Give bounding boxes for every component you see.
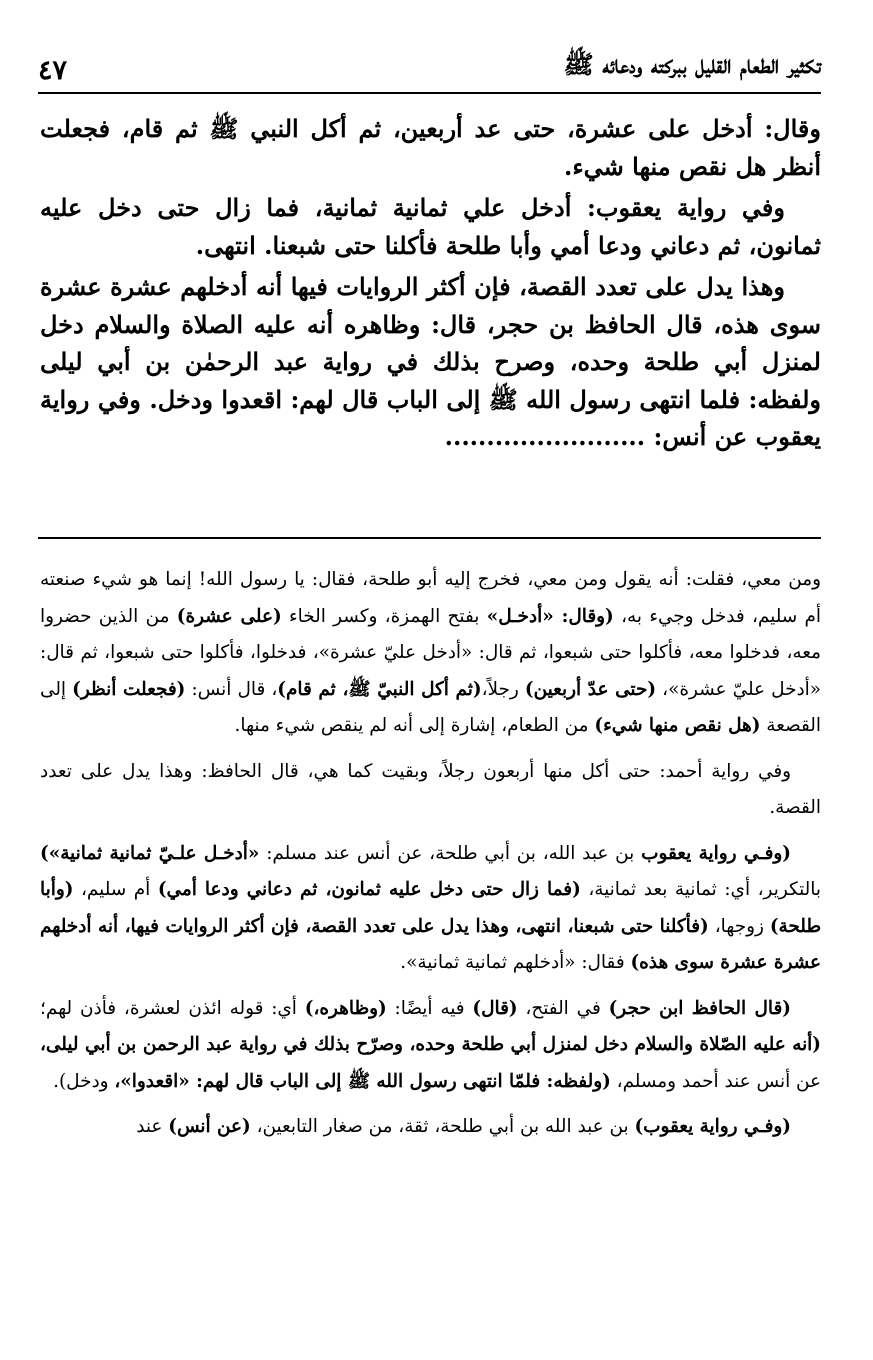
main-paragraph-3: وهذا يدل على تعدد القصة، فإن أكثر الروايات فيها أنه أدخلهم عشرة عشرة سوى هذه، قال الحافظ بن حجر، قال: وظاهره أنه عليه الصلاة والسلام دخل لمنزل أبي طلحة وحده، وصرح بذلك في رواية عبد الرحمٰن بن أبي ليلى ولفظه: فلما انتهى رسول الله ﷺ إلى الباب قال لهم: اقعدوا ودخل. وفي رواية يعقوب عن أنس: ........................ (40, 272, 821, 451)
commentary-quote: (قال الحافظ ابن حجر) (608, 997, 791, 1019)
commentary-quote: (قال) (472, 997, 518, 1019)
commentary-text: ، قال أنس: (185, 678, 278, 700)
commentary-text: أم سليم، (73, 879, 158, 900)
commentary-text: زوجها، (708, 915, 770, 937)
commentary-quote: (وظاهره،) (304, 997, 387, 1019)
commentary-text: عن أنس عند أحمد ومسلم، (610, 1070, 821, 1092)
commentary-quote: (حتى عدّ أربعين) (524, 678, 657, 700)
commentary-paragraph-2: وفي رواية أحمد: حتى أكل منها أربعون رجلاً، وبقيت كما هي، قال الحافظ: وهذا يدل على تعدد القصة. (40, 760, 821, 818)
commentary-text: ودخل). (53, 1070, 115, 1092)
commentary-paragraph-4 (40, 991, 821, 1101)
commentary-quote: (وفـي رواية يعقوب (641, 842, 791, 864)
commentary-paragraph-3 (40, 836, 821, 982)
commentary-quote: (وفـي رواية يعقوب) (634, 1116, 791, 1137)
commentary-paragraph-5 (40, 1109, 821, 1146)
commentary-text: إلى القصعة (40, 678, 821, 736)
commentary-quote: (ولفظه: فلمّا انتهى رسول الله ﷺ إلى الباب قال لهم: «اقعدوا»، (114, 1070, 611, 1092)
commentary-text: ومن معي، فقلت: أنه يقول ومن معي، فخرج إليه أبو طلحة، فقال: يا رسول الله! إنما هو شيء صنعته أم سليم، فدخل وجيء به، (40, 569, 822, 627)
commentary-quote: (فجعلت أنظر) (72, 678, 186, 700)
commentary-quote: (وأبا طلحة) (40, 879, 821, 937)
main-paragraph-2: وفي رواية يعقوب: أدخل علي ثمانية ثمانية، فما زال حتى دخل عليه ثمانون، ثم دعاني ودعا أمي وأبا طلحة فأكلنا حتى شبعنا. انتهى. (40, 193, 821, 260)
commentary (40, 562, 821, 1146)
commentary-quote: (عن أنس) (168, 1116, 251, 1137)
commentary-quote: (ثم أكل النبيّ ﷺ، ثم قام) (277, 678, 482, 700)
page-header (38, 40, 821, 94)
commentary-quote: «أدخـل علـيّ ثمانية ثمانية») (40, 842, 260, 864)
commentary-text: عند (136, 1116, 169, 1137)
commentary-quote: (فأكلنا حتى شبعنا، انتهى، وهذا يدل على تعدد القصة، فإن أكثر الروايات فيها، أنه أدخلهم عشرة عشرة سوى هذه) (40, 915, 821, 973)
commentary-paragraph-1 (40, 562, 821, 745)
main-text (40, 110, 821, 456)
commentary-quote: (أنه عليه الصّلاة والسلام دخل لمنزل أبي طلحة وحده، وصرّح بذلك في رواية عبد الرحمن بن أبي ليلى، (40, 1034, 821, 1055)
commentary-quote: (على عشرة) (176, 605, 282, 627)
commentary-text: بن عبد الله، بن أبي طلحة، عن أنس عند مسلم: (259, 842, 642, 864)
commentary-text: من الذين حضروا معه، فدخلوا معه، فأكلوا حتى شبعوا، ثم قال: «أدخل عليّ عشرة»، فدخلوا، فأكلوا حتى شبعوا، ثم قال: «أدخل عليّ عشرة»، (40, 605, 821, 700)
separator-line (38, 537, 821, 539)
commentary-text: فقال: «أدخلهم ثمانية ثمانية». (400, 952, 631, 973)
commentary-quote: (فما زال حتى دخل عليه ثمانون، ثم دعاني ودعا أمي) (157, 879, 581, 900)
commentary-text: أي: قوله ائذن لعشرة، فأذن لهم؛ (40, 997, 305, 1019)
commentary-quote: (وقال: «أدخـل» (486, 605, 614, 627)
running-title: تكثير الطعام القليل ببركته ودعائه ﷺ (563, 50, 821, 79)
commentary-text: فيه أيضًا: (386, 997, 473, 1019)
commentary-text: من الطعام، إشارة إلى أنه لم ينقص شيء منها. (234, 715, 595, 736)
commentary-text: بن عبد الله بن أبي طلحة، ثقة، من صغار التابعين، (250, 1116, 635, 1137)
commentary-text: في الفتح، (517, 997, 609, 1019)
commentary-text: بفتح الهمزة، وكسر الخاء (281, 605, 487, 627)
commentary-text: رجلاً، (481, 678, 525, 700)
page-number: ٤٧ (38, 55, 68, 86)
commentary-text: بالتكرير، أي: ثمانية بعد ثمانية، (580, 879, 821, 900)
main-paragraph-1: وقال: أدخل على عشرة، حتى عد أربعين، ثم أكل النبي ﷺ ثم قام، فجعلت أنظر هل نقص منها شيء. (40, 114, 821, 181)
commentary-quote: (هل نقص منها شيء) (594, 715, 761, 736)
